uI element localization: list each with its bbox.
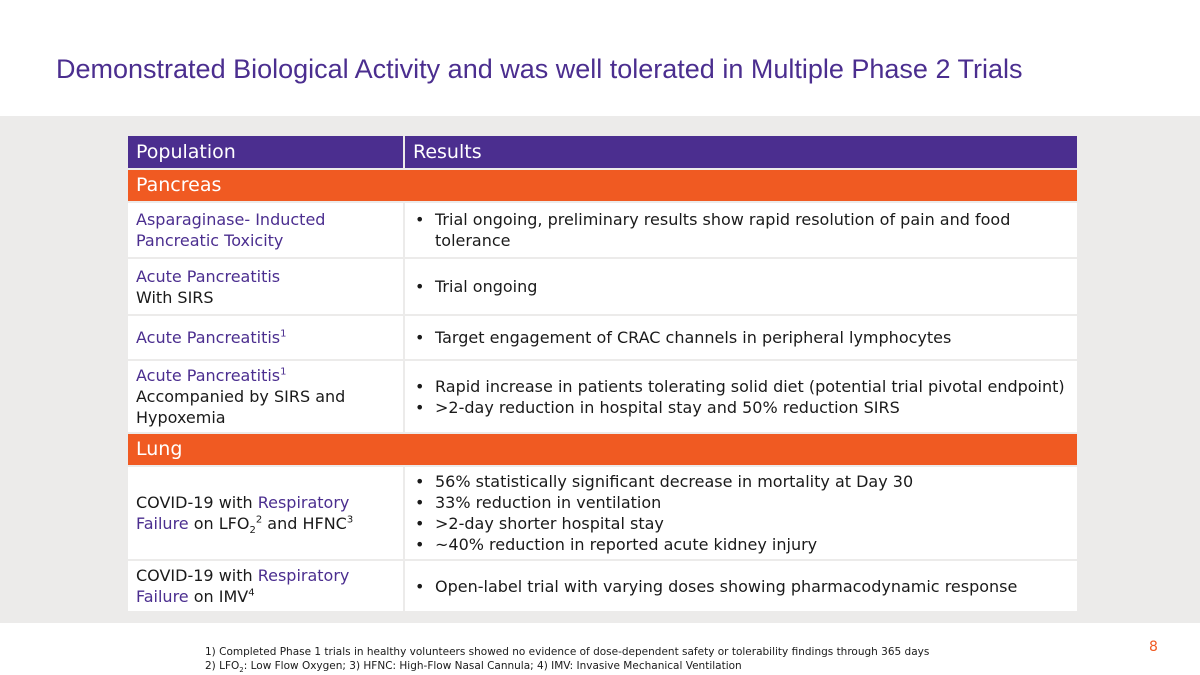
footnote-ref: 1 [280,328,287,340]
table-row [127,258,1078,315]
page-title: Demonstrated Biological Activity and was well tolerated in Multiple Phase 2 Trials [56,54,1023,84]
results-cell [404,466,1078,560]
results-table [126,134,1079,613]
table-row [127,315,1078,360]
result-item: • >2-day shorter hospital stay [415,514,664,533]
results-cell [404,202,1078,258]
bullet-icon: • [415,514,425,533]
population-label: Asparaginase- Inducted Pancreatic Toxicity [136,210,326,250]
population-qualifier: Accompanied by SIRS and Hypoxemia [136,387,346,427]
table-row [127,466,1078,560]
result-item: • Rapid increase in patients tolerating solid diet (potential trial pivotal endpoint) [415,376,1065,396]
section-row-lung [127,433,1078,466]
bullet-icon: • [415,493,425,512]
result-item: • >2-day reduction in hospital stay and 50% reduction SIRS [415,397,900,417]
result-item: • Open-label trial with varying doses showing pharmacodynamic response [415,576,1018,596]
page-number: 8 [1149,639,1158,655]
footnotes [205,645,929,673]
results-cell [404,315,1078,360]
bullet-icon: • [415,376,425,396]
section-label-pancreas: Pancreas [127,169,1078,202]
header-results: Results [404,135,1078,169]
population-cell [127,560,404,612]
table-row [127,202,1078,258]
bullet-icon: • [415,328,425,347]
header-population: Population [127,135,404,169]
results-cell [404,258,1078,315]
table-row [127,360,1078,433]
bullet-icon: • [415,397,425,417]
section-label-lung: Lung [127,433,1078,466]
population-cell [127,315,404,360]
population-qualifier: With SIRS [136,287,214,307]
population-cell [127,202,404,258]
population-label: Acute Pancreatitis$^1$ [136,328,287,347]
bullet-icon: • [415,535,425,554]
result-item: • 33% reduction in ventilation [415,493,662,512]
footnote-ref: 1 [280,366,287,378]
population-label: COVID-19 with Respiratory Failure on $LFO_2^2$ and HFNC$^3$ [136,493,354,537]
population-label: Acute Pancreatitis [136,266,281,286]
footnote-2: 2) $LFO_2$: Low Flow Oxygen; 3) HFNC: High-Flow Nasal Cannula; 4) IMV: Invasive Mechanical Ventilation [205,660,742,675]
table-header-row [127,135,1078,169]
bullet-icon: • [415,277,425,296]
results-cell [404,560,1078,612]
result-item: • Trial ongoing [415,277,538,296]
result-item: • Trial ongoing, preliminary results show rapid resolution of pain and food tolerance [415,210,1011,250]
table-row [127,560,1078,612]
results-cell [404,360,1078,433]
population-label: Acute Pancreatitis$^1$ [136,366,287,385]
result-item: • Target engagement of CRAC channels in peripheral lymphocytes [415,328,952,347]
bullet-icon: • [415,210,425,229]
bullet-icon: • [415,576,425,596]
bullet-icon: • [415,472,425,491]
footnote-1: 1) Completed Phase 1 trials in healthy volunteers showed no evidence of dose-dependent safety or tolerability findings through 365 days [205,646,930,658]
population-cell [127,466,404,560]
result-item: • ~40% reduction in reported acute kidney injury [415,535,818,554]
population-cell [127,258,404,315]
population-label: COVID-19 with Respiratory Failure on IMV$^4$ [136,566,350,606]
population-cell [127,360,404,433]
result-item: • 56% statistically significant decrease in mortality at Day 30 [415,472,914,491]
section-row-pancreas [127,169,1078,202]
